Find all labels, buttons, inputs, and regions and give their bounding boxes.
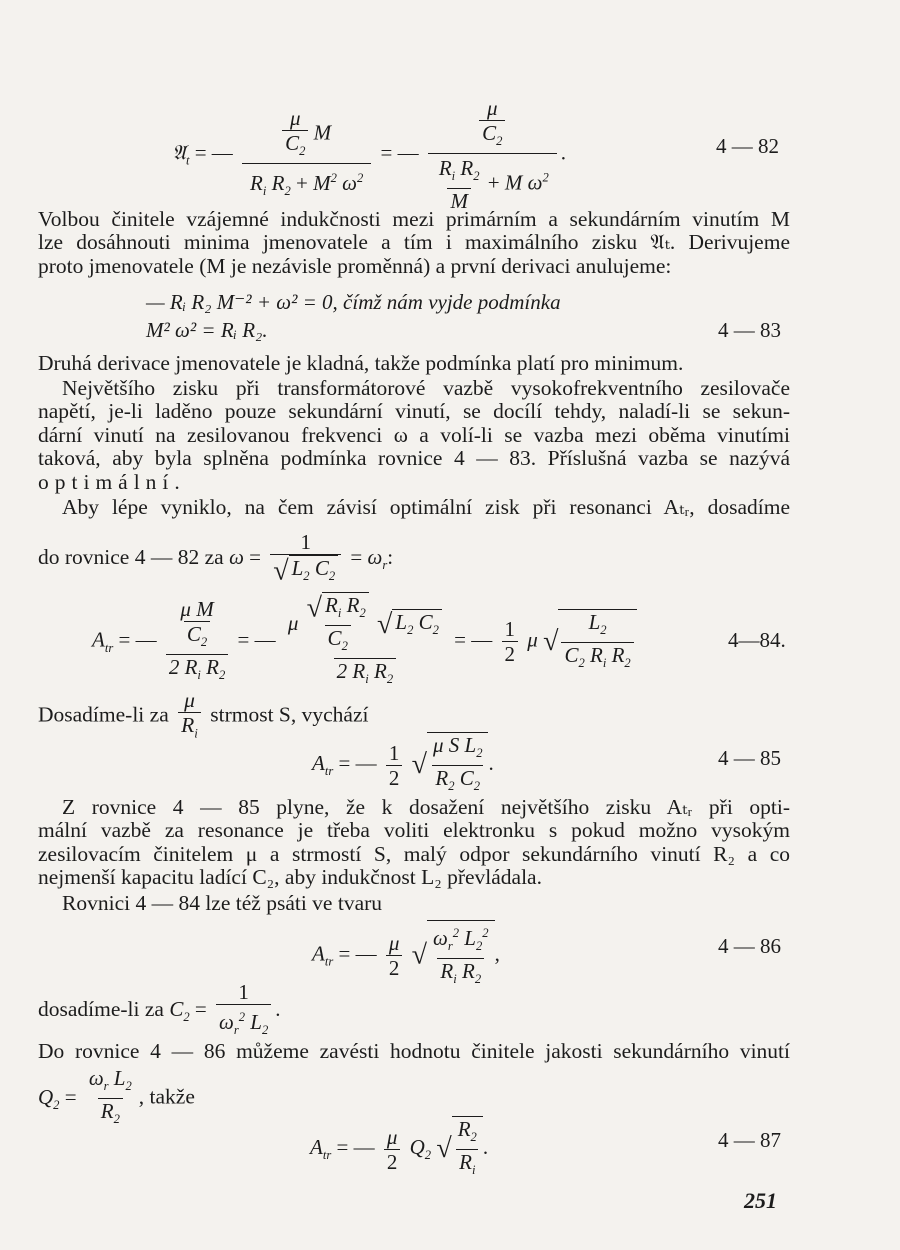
text-line: dosadíme-li za [38,996,164,1021]
paragraph-9-continuation: $Q_2$ = $\frac{\omega_r L_2}{R_2}$ , takže [38,1066,195,1131]
equation-4-84: $A_{tr}$ = — $\frac{\frac{\text{μ M}}{C_2}}{2 R_i R_2}$ = — μ $\frac{√ R_i R_2}{C_2}$ √ $L_2$ $C_2$ 2 $R_i$ $R_2$ = — $\frac{1}{2}$ μ √ $\frac{L_2}{C_2 R_i R_2}$ [92,592,637,692]
omega-substitution: ω = $\frac{1}{√ L_2 C_2}$ = $\omega_r$: [229,530,394,587]
paragraph-1 [38,208,790,278]
paragraph-5: Dosadíme-li za $\frac{\mu}{R_i}$ strmost S, vychází [38,688,368,745]
page-number: 251 [744,1188,777,1213]
paragraph-6 [38,796,790,890]
paragraph-4-continuation [38,530,393,588]
text-line: Druhá derivace jmenovatele je kladná, takže podmínka platí pro minimum. [38,351,684,375]
equation-number-4-87: 4 — 87 [718,1128,781,1152]
text-line: Z rovnice 4 — 85 plyne, že k dosažení největšího zisku Aₜᵣ při opti- [62,795,790,819]
text-line: Rovnici 4 — 84 lze též psáti ve tvaru [62,891,383,915]
equation-number-4-82: 4 — 82 [716,134,779,158]
paragraph-3 [38,377,790,494]
equation-4-86: $A_{tr}$ = — $\frac{\mu}{2}$ √ $\frac{\omega_r^2 L_2^2}{R_i R_2}$ , [312,920,500,991]
paragraph-7 [38,892,790,915]
paragraph-2 [38,352,790,375]
text-line: Největšího zisku při transformátorové vazbě vysokofrekventního zesilovače [62,376,790,400]
equation-4-82: 𝔄$_t$ = — $\frac{\mu}{C_2}$ M $R_i$ $R_2 + M^2$ $\omega^2$ = — $\frac{\mu}{C_2}$ $\frac{R_i R_2}{M}$ + M $\omega^2$ . [172,96,567,214]
paragraph-4 [38,496,790,519]
equation-4-85: $A_{tr}$ = — $\frac{1}{2}$ √ $\frac{\mu S L_2}{R_2 C_2}$ . [312,732,494,798]
equation-4-87: $A_{tr}$ = — $\frac{\mu}{2}$ $Q_2$ √ $\frac{R_2}{R_i}$ . [310,1116,488,1182]
equation-number-4-85: 4 — 85 [718,746,781,770]
text-line: Volbou činitele vzájemné indukčnosti mezi primárním a sekundárním vinutím M [38,207,790,231]
text-line: mální vazbě za resonance je třeba voliti elektronku s pokud možno vysokým [38,818,790,843]
text-line: lze dosáhnouti minima jmenovatele a tím i maximálního zisku 𝔄ₜ. Derivujeme [38,230,790,255]
equation-4-83-line-1: — Rᵢ R₂ M⁻² + ω² = 0, čímž nám vyjde podmínka [146,290,561,314]
paragraph-9 [38,1040,790,1063]
text-line: dární vinutí na zesilovanou frekvenci ω a volí-li se vazba mezi oběma vinutími [38,422,790,447]
text-line: taková, aby byla splněna podmínka rovnice 4 — 83. Příslušná vazba se nazývá [38,446,790,471]
text-line: nejmenší kapacitu ladící C₂, aby indukčnost L₂ převládala. [38,865,542,890]
text-line: zesilovacím činitelem μ a strmostí S, malý odpor sekundárního vinutí R₂ a co [38,841,790,866]
text-line: Aby lépe vyniklo, na čem závisí optimální zisk při resonanci Aₜᵣ, dosadíme [62,495,790,519]
text-line-emphasis: optimální. [38,469,186,494]
equation-number-4-84: 4—84. [728,628,786,652]
text-line: strmost S, vychází [210,702,369,727]
text-line: napětí, je-li laděno pouze sekundární vinutí, se docílí tehdy, naladí-li se sekun- [38,399,790,424]
equation-4-83-line-2: M² ω² = Rᵢ R₂. [146,318,268,342]
equation-number-4-83: 4 — 83 [718,318,781,342]
equation-number-4-86: 4 — 86 [718,934,781,958]
text-line: , takže [138,1084,195,1109]
text-line: Dosadíme-li za [38,702,169,727]
text-line: Do rovnice 4 — 86 můžeme zavésti hodnotu činitele jakosti sekundárního vinutí [38,1039,790,1063]
text-line: do rovnice 4 — 82 za [38,544,224,569]
text-line: proto jmenovatele (M je nezávisle proměnná) a první derivaci anulujeme: [38,253,672,278]
paragraph-8: dosadíme-li za $C_2$ = $\frac{1}{\omega_r^2 L_2}$ . [38,980,281,1042]
